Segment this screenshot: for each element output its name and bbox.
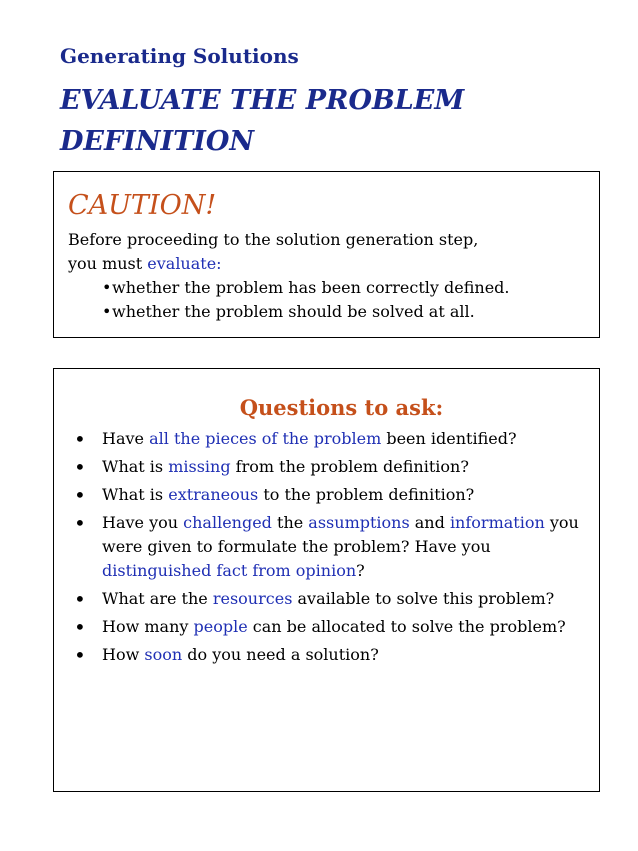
question-text: do you need a solution? (182, 645, 379, 664)
questions-list (68, 427, 598, 671)
question-item (68, 587, 598, 611)
question-highlight: people (193, 617, 248, 636)
caution-bullet: • whether the problem has been correctly defined. (102, 276, 593, 300)
question-item (68, 511, 598, 583)
question-text: from the problem definition? (230, 457, 469, 476)
caution-line (68, 252, 593, 276)
question-highlight: extraneous (168, 485, 259, 504)
question-text: Have you (102, 513, 184, 532)
question-text: What is (102, 485, 169, 504)
question-text: What is (102, 457, 169, 476)
caution-bullet: • whether the problem should be solved at all. (102, 300, 593, 324)
question-text: How many (102, 617, 194, 636)
caution-box (53, 171, 600, 338)
page-subtitle: Generating Solutions (60, 44, 299, 68)
question-item (68, 483, 598, 507)
question-text: What are the (102, 589, 213, 608)
caution-text-segment: you must (68, 254, 148, 273)
question-text: been identified? (381, 429, 517, 448)
page-title: EVALUATE THE PROBLEM DEFINITION (60, 85, 465, 157)
question-text: How (102, 645, 145, 664)
question-text: Have (102, 429, 150, 448)
questions-box (53, 368, 600, 792)
question-text: available to solve this problem? (292, 589, 555, 608)
question-highlight: soon (144, 645, 183, 664)
question-item (68, 427, 598, 451)
question-text: the (271, 513, 309, 532)
question-text: and (409, 513, 450, 532)
question-item (68, 455, 598, 479)
question-highlight: distinguished fact from opinion (102, 561, 357, 580)
question-text: to the problem definition? (258, 485, 475, 504)
caution-highlight: evaluate: (147, 254, 222, 273)
caution-heading: CAUTION! (68, 190, 217, 221)
question-highlight: missing (168, 457, 231, 476)
caution-body (68, 228, 593, 324)
caution-line: Before proceeding to the solution generation step, (68, 230, 479, 249)
question-highlight: resources (212, 589, 293, 608)
questions-heading: Questions to ask: (239, 395, 444, 420)
question-text: you were given to formulate the problem? Have you (102, 513, 579, 556)
question-highlight: all the pieces of the problem (149, 429, 382, 448)
question-item (68, 643, 598, 667)
question-item (68, 615, 598, 639)
question-text: ? (356, 561, 365, 580)
question-highlight: challenged (183, 513, 272, 532)
question-text: can be allocated to solve the problem? (247, 617, 566, 636)
caution-bullet-list (68, 276, 593, 324)
question-highlight: information (449, 513, 545, 532)
question-highlight: assumptions (308, 513, 410, 532)
